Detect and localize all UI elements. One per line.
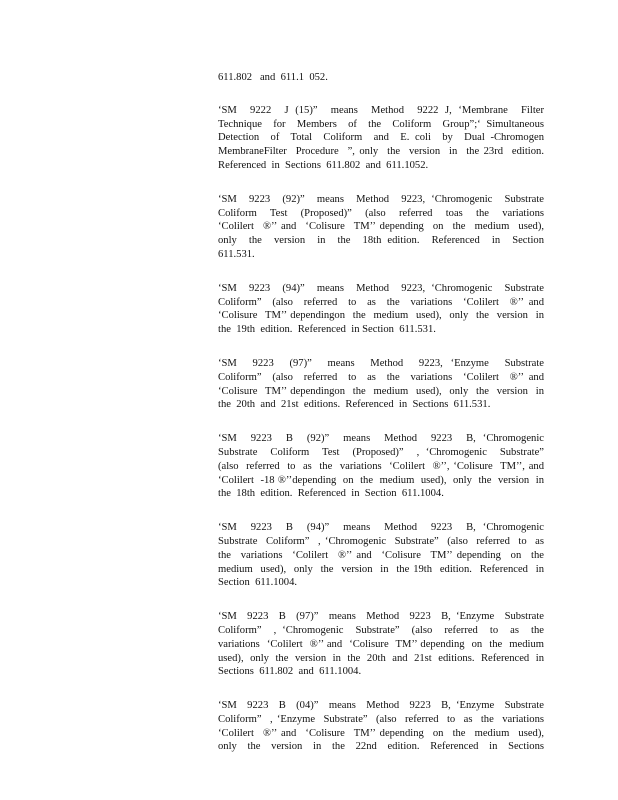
definition-paragraph: [218, 610, 544, 679]
paragraph-line: ‘SM 9223 (97)” means Method 9223, ‘Enzyme Substrate: [218, 357, 544, 369]
paragraph-line: variations ‘Colilert ®’’ and ‘Colisure TM’’ depending on the medium: [218, 638, 544, 650]
paragraph-line: Coliform” , ‘Chromogenic Substrate” (also referred to as the: [218, 624, 544, 636]
paragraph-line: ‘SM 9223 B (92)” means Method 9223 B, ‘Chromogenic: [218, 433, 544, 445]
paragraph-line: the 18th edition. Referenced in Section 611.1004.: [218, 488, 444, 500]
paragraph-line: Substrate Coliform Test (Proposed)” , ‘Chromogenic Substrate”: [218, 446, 544, 458]
paragraph-line: medium used), only the version in the 19th edition. Referenced in: [218, 563, 544, 575]
paragraph-line: ‘Colisure TM’’ dependingon the medium used), only the version in: [218, 385, 544, 397]
paragraph-line: Detection of Total Coliform and E. coli by Dual -Chromogen: [218, 132, 544, 144]
paragraph-line: ‘Colisure TM’’ dependingon the medium used), only the version in: [218, 310, 544, 322]
paragraph-line: MembraneFilter Procedure ”, only the version in the 23rd edition.: [218, 146, 544, 158]
paragraph-line: Substrate Coliform” , ‘Chromogenic Substrate” (also referred to as: [218, 535, 544, 547]
definition-paragraph: [218, 282, 544, 337]
paragraph-line: ‘Colilert -18 ®’’depending on the medium used), only the version in: [218, 474, 544, 486]
paragraph-line: only the version in the 22nd edition. Referenced in Sections: [218, 741, 544, 753]
text-column: [218, 71, 544, 774]
paragraph-line: used), only the version in the 20th and 21st editions. Referenced in: [218, 652, 544, 664]
definition-paragraph: [218, 357, 544, 412]
paragraph-line: ‘SM 9222 J (15)” means Method 9222 J, ‘Membrane Filter: [218, 104, 544, 116]
paragraph-line: Referenced in Sections 611.802 and 611.1052.: [218, 159, 429, 171]
paragraph-line: Coliform” (also referred to as the variations ‘Colilert ®’’ and: [218, 296, 544, 308]
paragraph-line: ‘SM 9223 B (97)” means Method 9223 B, ‘Enzyme Substrate: [218, 611, 544, 623]
paragraph-line: ‘Colilert ®’’ and ‘Colisure TM’’ depending on the medium used),: [218, 221, 544, 233]
paragraph-line: the 20th and 21st editions. Referenced in Sections 611.531.: [218, 399, 491, 411]
paragraph-line: Sections 611.802 and 611.1004.: [218, 666, 362, 678]
paragraph-line: the 19th edition. Referenced in Section 611.531.: [218, 324, 436, 336]
definition-paragraph: [218, 104, 544, 173]
paragraph-line: the variations ‘Colilert ®’’ and ‘Colisure TM’’ depending on the: [218, 549, 544, 561]
paragraph-line: Coliform Test (Proposed)” (also referred toas the variations: [218, 207, 544, 219]
paragraph-line: Coliform” (also referred to as the variations ‘Colilert ®’’ and: [218, 371, 544, 383]
paragraph-line: ‘SM 9223 B (94)” means Method 9223 B, ‘Chromogenic: [218, 522, 544, 534]
definition-paragraph: [218, 699, 544, 754]
paragraph-line: Section 611.1004.: [218, 577, 298, 589]
paragraph-line: Coliform” , ‘Enzyme Substrate” (also referred to as the variations: [218, 713, 544, 725]
definition-paragraph: [218, 432, 544, 501]
paragraph-line: ‘SM 9223 (94)” means Method 9223, ‘Chromogenic Substrate: [218, 282, 544, 294]
definition-paragraph: [218, 521, 544, 590]
paragraph-line: (also referred to as the variations ‘Colilert ®’’, ‘Colisure TM’’, and: [218, 460, 544, 472]
paragraph-line: Technique for Members of the Coliform Group”;‘ Simultaneous: [218, 118, 544, 130]
definition-paragraph: [218, 193, 544, 262]
paragraph-line: ‘Colilert ®’’ and ‘Colisure TM’’ depending on the medium used),: [218, 727, 544, 739]
paragraph-line: only the version in the 18th edition. Referenced in Section: [218, 235, 544, 247]
paragraph-line: 611.531.: [218, 248, 255, 260]
header-line: 611.802 and 611.1 052.: [218, 72, 328, 83]
paragraph-line: ‘SM 9223 B (04)” means Method 9223 B, ‘Enzyme Substrate: [218, 700, 544, 712]
paragraph-line: ‘SM 9223 (92)” means Method 9223, ‘Chromogenic Substrate: [218, 193, 544, 205]
